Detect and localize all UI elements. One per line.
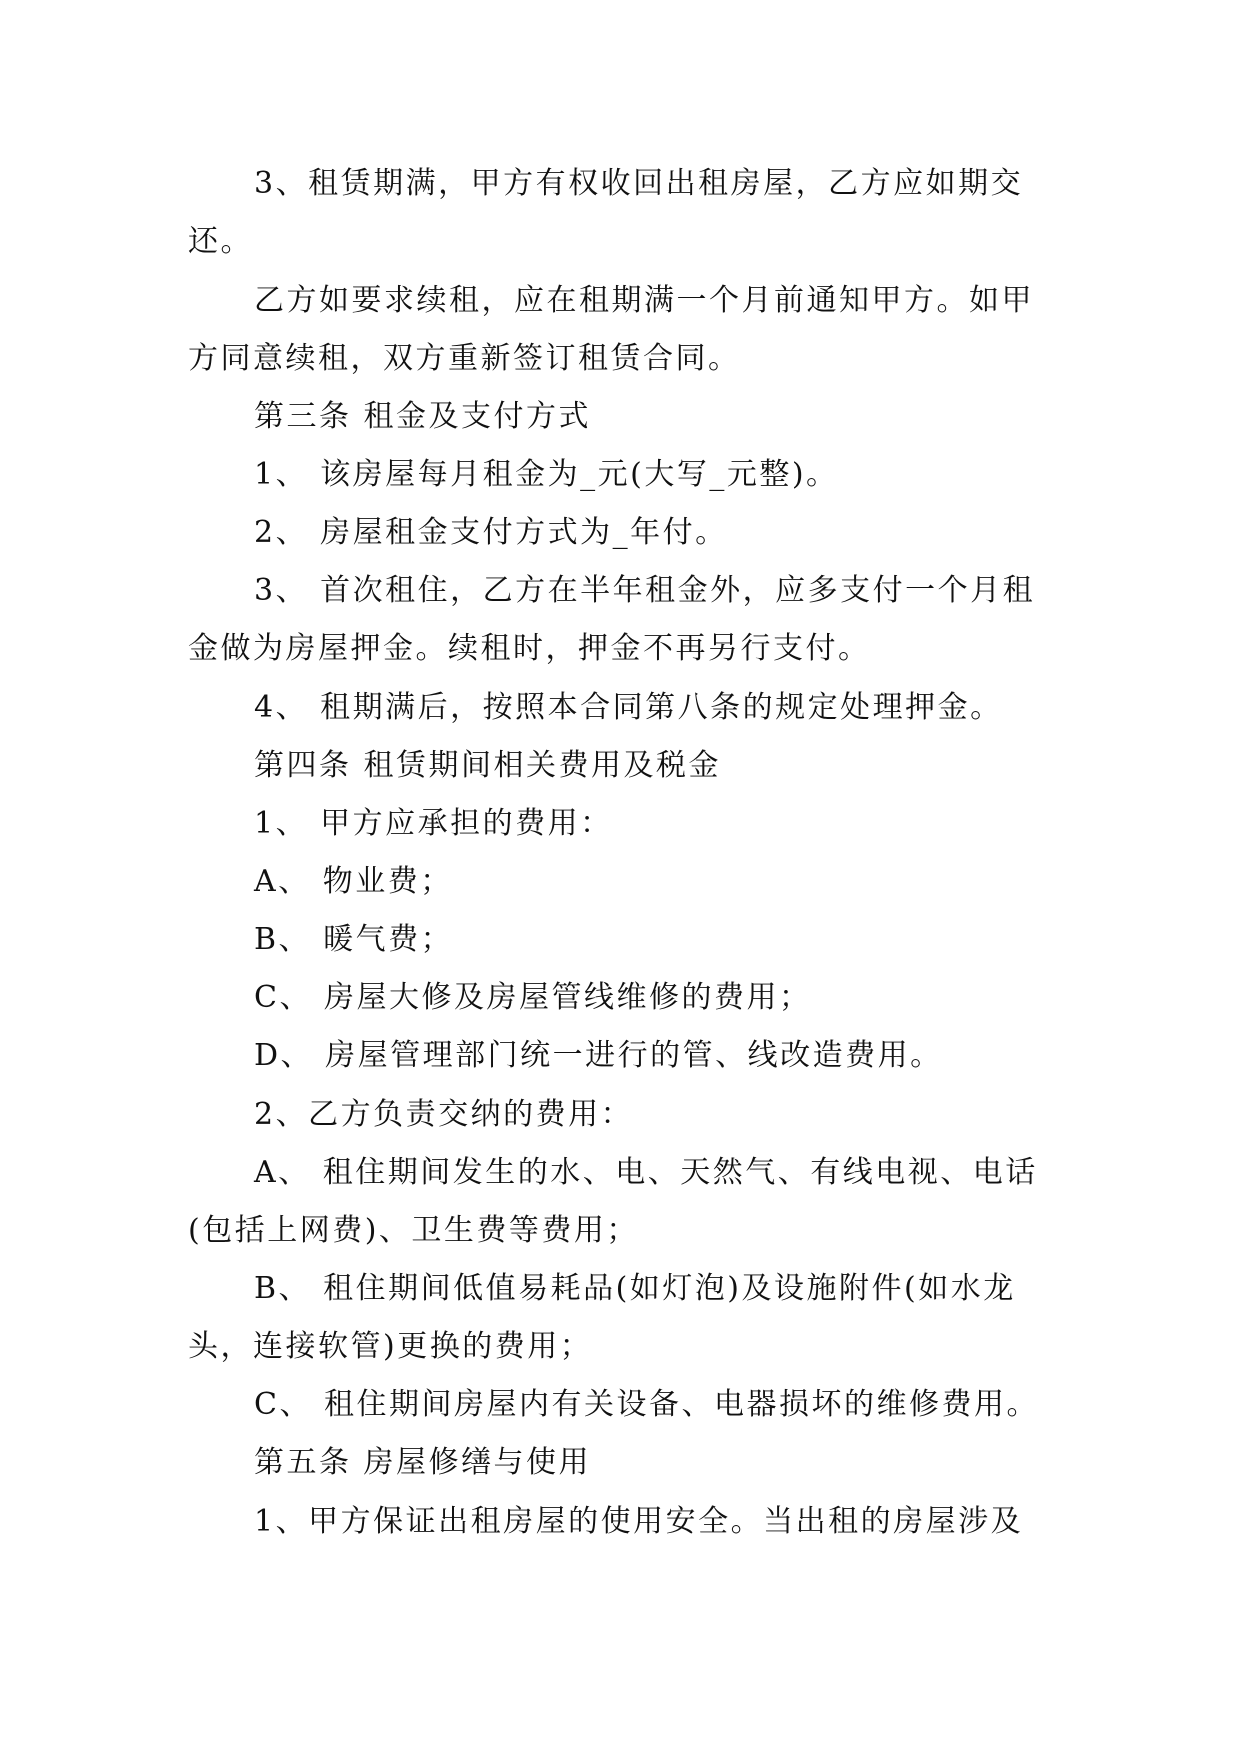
list-item: B、 租住期间低值易耗品(如灯泡)及设施附件(如水龙: [254, 1271, 1016, 1306]
list-item: A、 物业费；: [254, 864, 453, 899]
list-item: 3、 首次租住，乙方在半年租金外，应多支付一个月租: [254, 573, 1036, 608]
list-item: B、 暖气费；: [254, 922, 454, 957]
section-heading: 第四条 租赁期间相关费用及税金: [254, 748, 722, 783]
section-heading: 第三条 租金及支付方式: [254, 399, 592, 434]
list-item: 1、 该房屋每月租金为_元(大写_元整)。: [254, 457, 839, 492]
list-item: C、 房屋大修及房屋管线维修的费用；: [254, 980, 812, 1015]
list-item: C、 租住期间房屋内有关设备、电器损坏的维修费用。: [254, 1387, 1039, 1422]
list-item: D、 房屋管理部门统一进行的管、线改造费用。: [254, 1038, 943, 1073]
list-item: A、 租住期间发生的水、电、天然气、有线电视、电话: [254, 1155, 1038, 1190]
paragraph-line: 乙方如要求续租，应在租期满一个月前通知甲方。如甲: [254, 283, 1034, 318]
paragraph-line: 还。: [188, 224, 253, 259]
section-heading: 第五条 房屋修缮与使用: [254, 1445, 592, 1480]
list-item-continuation: 金做为房屋押金。续租时，押金不再另行支付。: [188, 631, 871, 666]
list-item: 2、乙方负责交纳的费用：: [254, 1097, 634, 1132]
list-item: 4、 租期满后，按照本合同第八条的规定处理押金。: [254, 690, 1003, 725]
list-item: 1、 甲方应承担的费用：: [254, 806, 613, 841]
list-item-continuation: 头，连接软管)更换的费用；: [188, 1329, 593, 1364]
paragraph-line: 方同意续租，双方重新签订租赁合同。: [188, 341, 741, 376]
list-item-continuation: (包括上网费)、卫生费等费用；: [188, 1213, 639, 1248]
list-item: 2、 房屋租金支付方式为_年付。: [254, 515, 728, 550]
list-item: 1、甲方保证出租房屋的使用安全。当出租的房屋涉及: [254, 1504, 1024, 1539]
paragraph-line: 3、租赁期满，甲方有权收回出租房屋，乙方应如期交: [254, 166, 1024, 201]
